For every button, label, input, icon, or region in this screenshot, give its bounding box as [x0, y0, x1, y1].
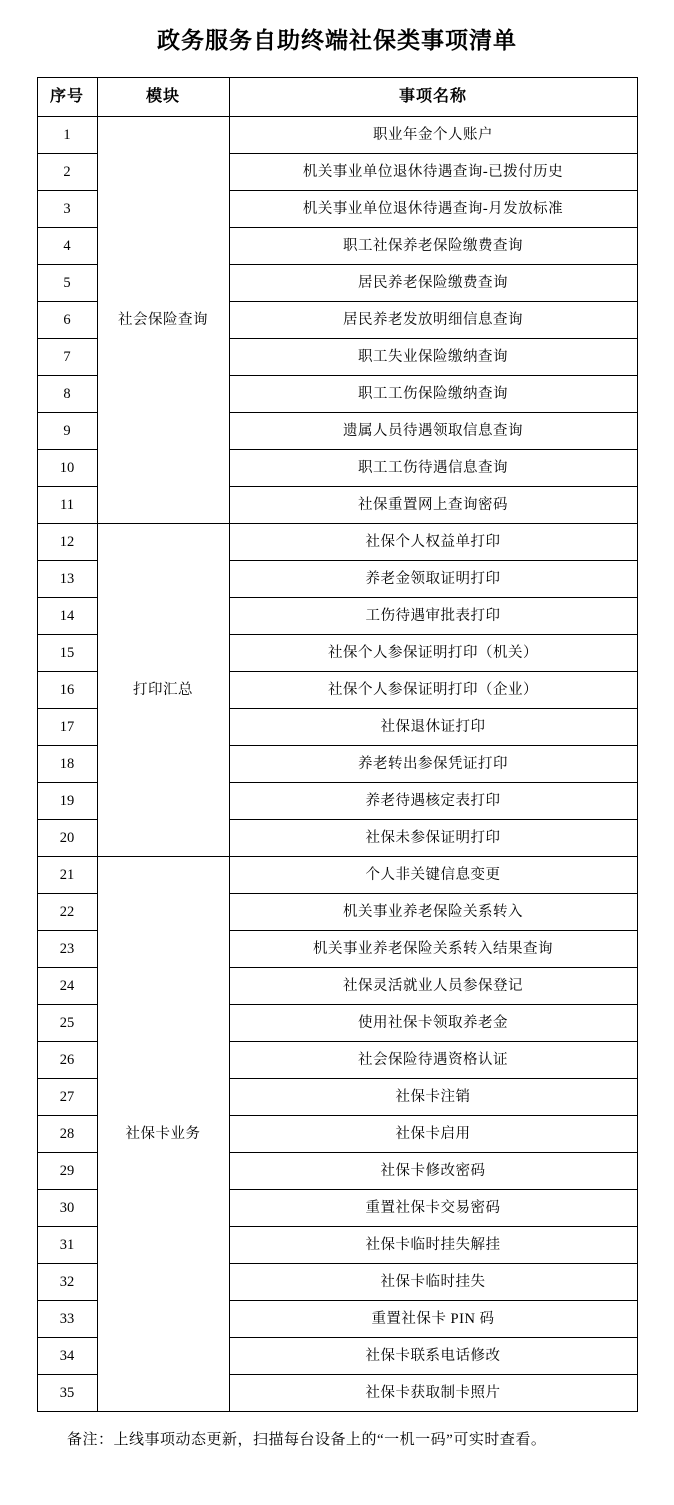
cell-item-name: 机关事业养老保险关系转入结果查询: [229, 931, 637, 968]
cell-item-name: 社保卡修改密码: [229, 1153, 637, 1190]
cell-item-name: 社保个人参保证明打印（机关）: [229, 635, 637, 672]
cell-seq: 22: [37, 894, 97, 931]
cell-seq: 15: [37, 635, 97, 672]
cell-item-name: 机关事业单位退休待遇查询-月发放标准: [229, 191, 637, 228]
cell-seq: 26: [37, 1042, 97, 1079]
cell-item-name: 社会保险待遇资格认证: [229, 1042, 637, 1079]
cell-seq: 33: [37, 1301, 97, 1338]
cell-item-name: 机关事业养老保险关系转入: [229, 894, 637, 931]
cell-item-name: 社保卡临时挂失解挂: [229, 1227, 637, 1264]
column-header-name: 事项名称: [229, 78, 637, 117]
cell-seq: 3: [37, 191, 97, 228]
cell-seq: 20: [37, 820, 97, 857]
cell-item-name: 重置社保卡交易密码: [229, 1190, 637, 1227]
cell-seq: 32: [37, 1264, 97, 1301]
cell-seq: 2: [37, 154, 97, 191]
cell-item-name: 居民养老发放明细信息查询: [229, 302, 637, 339]
cell-seq: 16: [37, 672, 97, 709]
cell-seq: 24: [37, 968, 97, 1005]
table-header-row: [37, 78, 637, 117]
cell-seq: 5: [37, 265, 97, 302]
cell-seq: 12: [37, 524, 97, 561]
cell-seq: 8: [37, 376, 97, 413]
cell-seq: 14: [37, 598, 97, 635]
cell-seq: 7: [37, 339, 97, 376]
cell-seq: 18: [37, 746, 97, 783]
cell-item-name: 社保重置网上查询密码: [229, 487, 637, 524]
cell-seq: 4: [37, 228, 97, 265]
table-header: [37, 78, 637, 117]
cell-item-name: 社保卡临时挂失: [229, 1264, 637, 1301]
cell-seq: 9: [37, 413, 97, 450]
social-security-items-table: [37, 77, 638, 1412]
cell-seq: 6: [37, 302, 97, 339]
cell-item-name: 社保未参保证明打印: [229, 820, 637, 857]
cell-seq: 13: [37, 561, 97, 598]
column-header-module: 模块: [97, 78, 229, 117]
column-header-seq: 序号: [37, 78, 97, 117]
cell-item-name: 养老待遇核定表打印: [229, 783, 637, 820]
cell-seq: 11: [37, 487, 97, 524]
cell-item-name: 使用社保卡领取养老金: [229, 1005, 637, 1042]
footer-note: 备注：上线事项动态更新，扫描每台设备上的“一机一码”可实时查看。: [67, 1432, 547, 1448]
cell-seq: 21: [37, 857, 97, 894]
page-title: 政务服务自助终端社保类事项清单: [157, 27, 517, 53]
cell-item-name: 社保卡获取制卡照片: [229, 1375, 637, 1412]
cell-item-name: 职工工伤待遇信息查询: [229, 450, 637, 487]
cell-item-name: 居民养老保险缴费查询: [229, 265, 637, 302]
cell-item-name: 遗属人员待遇领取信息查询: [229, 413, 637, 450]
table-row: [37, 524, 637, 561]
cell-seq: 31: [37, 1227, 97, 1264]
cell-item-name: 重置社保卡 PIN 码: [229, 1301, 637, 1338]
cell-seq: 27: [37, 1079, 97, 1116]
cell-seq: 28: [37, 1116, 97, 1153]
cell-item-name: 社保灵活就业人员参保登记: [229, 968, 637, 1005]
cell-module: 社会保险查询: [97, 117, 229, 524]
cell-item-name: 职工失业保险缴纳查询: [229, 339, 637, 376]
cell-item-name: 社保卡联系电话修改: [229, 1338, 637, 1375]
cell-seq: 1: [37, 117, 97, 154]
cell-seq: 35: [37, 1375, 97, 1412]
cell-item-name: 社保卡注销: [229, 1079, 637, 1116]
cell-item-name: 社保个人参保证明打印（企业）: [229, 672, 637, 709]
cell-module: 打印汇总: [97, 524, 229, 857]
cell-item-name: 工伤待遇审批表打印: [229, 598, 637, 635]
cell-seq: 19: [37, 783, 97, 820]
cell-seq: 34: [37, 1338, 97, 1375]
cell-item-name: 社保个人权益单打印: [229, 524, 637, 561]
cell-item-name: 职工社保养老保险缴费查询: [229, 228, 637, 265]
cell-module: 社保卡业务: [97, 857, 229, 1412]
cell-item-name: 社保退休证打印: [229, 709, 637, 746]
table-body: [37, 117, 637, 1412]
cell-seq: 29: [37, 1153, 97, 1190]
cell-item-name: 机关事业单位退休待遇查询-已拨付历史: [229, 154, 637, 191]
cell-seq: 23: [37, 931, 97, 968]
cell-item-name: 职业年金个人账户: [229, 117, 637, 154]
table-row: [37, 857, 637, 894]
cell-item-name: 养老转出参保凭证打印: [229, 746, 637, 783]
cell-seq: 25: [37, 1005, 97, 1042]
cell-item-name: 养老金领取证明打印: [229, 561, 637, 598]
cell-item-name: 社保卡启用: [229, 1116, 637, 1153]
cell-seq: 10: [37, 450, 97, 487]
cell-item-name: 个人非关键信息变更: [229, 857, 637, 894]
cell-seq: 30: [37, 1190, 97, 1227]
table-row: [37, 117, 637, 154]
cell-item-name: 职工工伤保险缴纳查询: [229, 376, 637, 413]
cell-seq: 17: [37, 709, 97, 746]
